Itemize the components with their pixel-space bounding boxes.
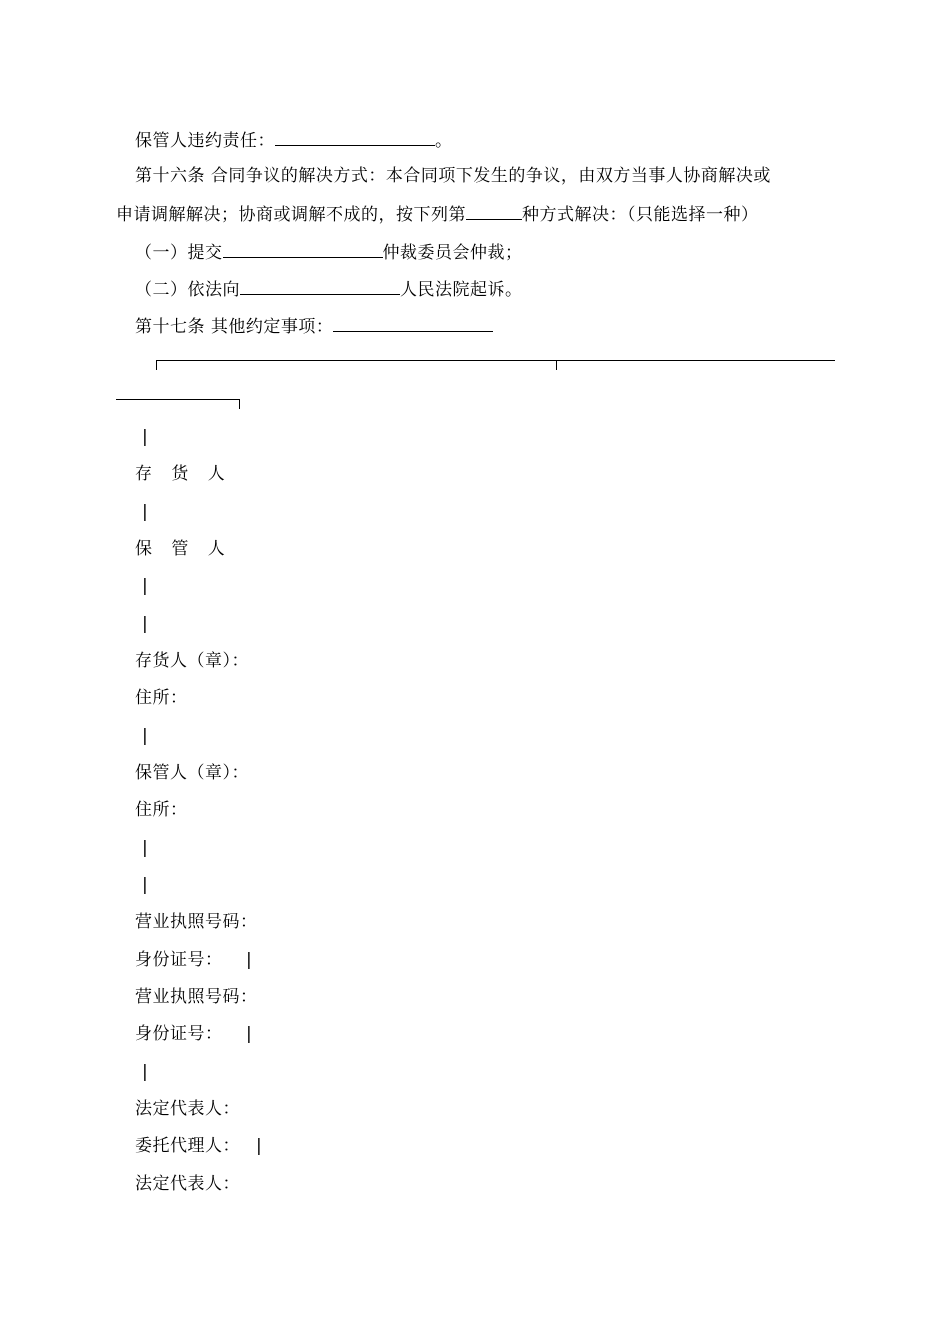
table-right-corner	[239, 399, 240, 409]
custodian-address-label: 住所：	[135, 800, 188, 820]
depositor-license-label: 营业执照号码：	[135, 912, 258, 932]
table-wrapped-border	[116, 399, 240, 400]
table-pipe: |	[256, 1136, 263, 1156]
table-pipe: |	[142, 427, 149, 447]
table-middle-divider	[556, 360, 557, 370]
custodian-heading: 保 管 人	[135, 539, 232, 559]
table-pipe: |	[142, 838, 149, 858]
table-left-corner	[156, 360, 157, 370]
article-16-line: 第十六条 合同争议的解决方式：本合同项下发生的争议，由双方当事人协商解决或	[135, 166, 771, 186]
table-pipe: |	[142, 502, 149, 522]
table-pipe: |	[246, 1024, 253, 1044]
depositor-heading: 存 货 人	[135, 464, 232, 484]
custodian-license-label: 营业执照号码：	[135, 987, 258, 1007]
table-pipe: |	[142, 1062, 149, 1082]
table-pipe: |	[142, 576, 149, 596]
liability-blank[interactable]	[275, 127, 435, 146]
table-pipe: |	[246, 950, 253, 970]
table-pipe: |	[142, 614, 149, 634]
table-pipe: |	[142, 726, 149, 746]
table-top-border	[156, 360, 835, 361]
option-court-line: （二）依法向 人民法院起诉。	[135, 276, 523, 302]
arbitration-committee-blank[interactable]	[223, 239, 383, 258]
depositor-address-label: 住所：	[135, 688, 188, 708]
article-17-line: 第十七条 其他约定事项：	[135, 313, 493, 339]
custodian-seal-label: 保管人（章）：	[135, 763, 249, 783]
custodian-id-label: 身份证号：	[135, 1024, 223, 1044]
article-16-continuation: 申请调解解决；协商或调解不成的，按下列第 种方式解决：（只能选择一种）	[116, 201, 759, 227]
custodian-liability-line: 保管人违约责任： 。	[135, 127, 453, 153]
table-pipe: |	[142, 875, 149, 895]
other-matters-blank[interactable]	[333, 313, 493, 332]
method-choice-blank[interactable]	[466, 201, 522, 220]
agent-label: 委托代理人：	[135, 1136, 240, 1156]
depositor-id-label: 身份证号：	[135, 950, 223, 970]
depositor-legal-rep-label: 法定代表人：	[135, 1099, 240, 1119]
depositor-seal-label: 存货人（章）：	[135, 651, 249, 671]
court-name-blank[interactable]	[240, 276, 400, 295]
custodian-legal-rep-label: 法定代表人：	[135, 1174, 240, 1194]
option-arbitration-line: （一）提交 仲裁委员会仲裁；	[135, 239, 523, 265]
